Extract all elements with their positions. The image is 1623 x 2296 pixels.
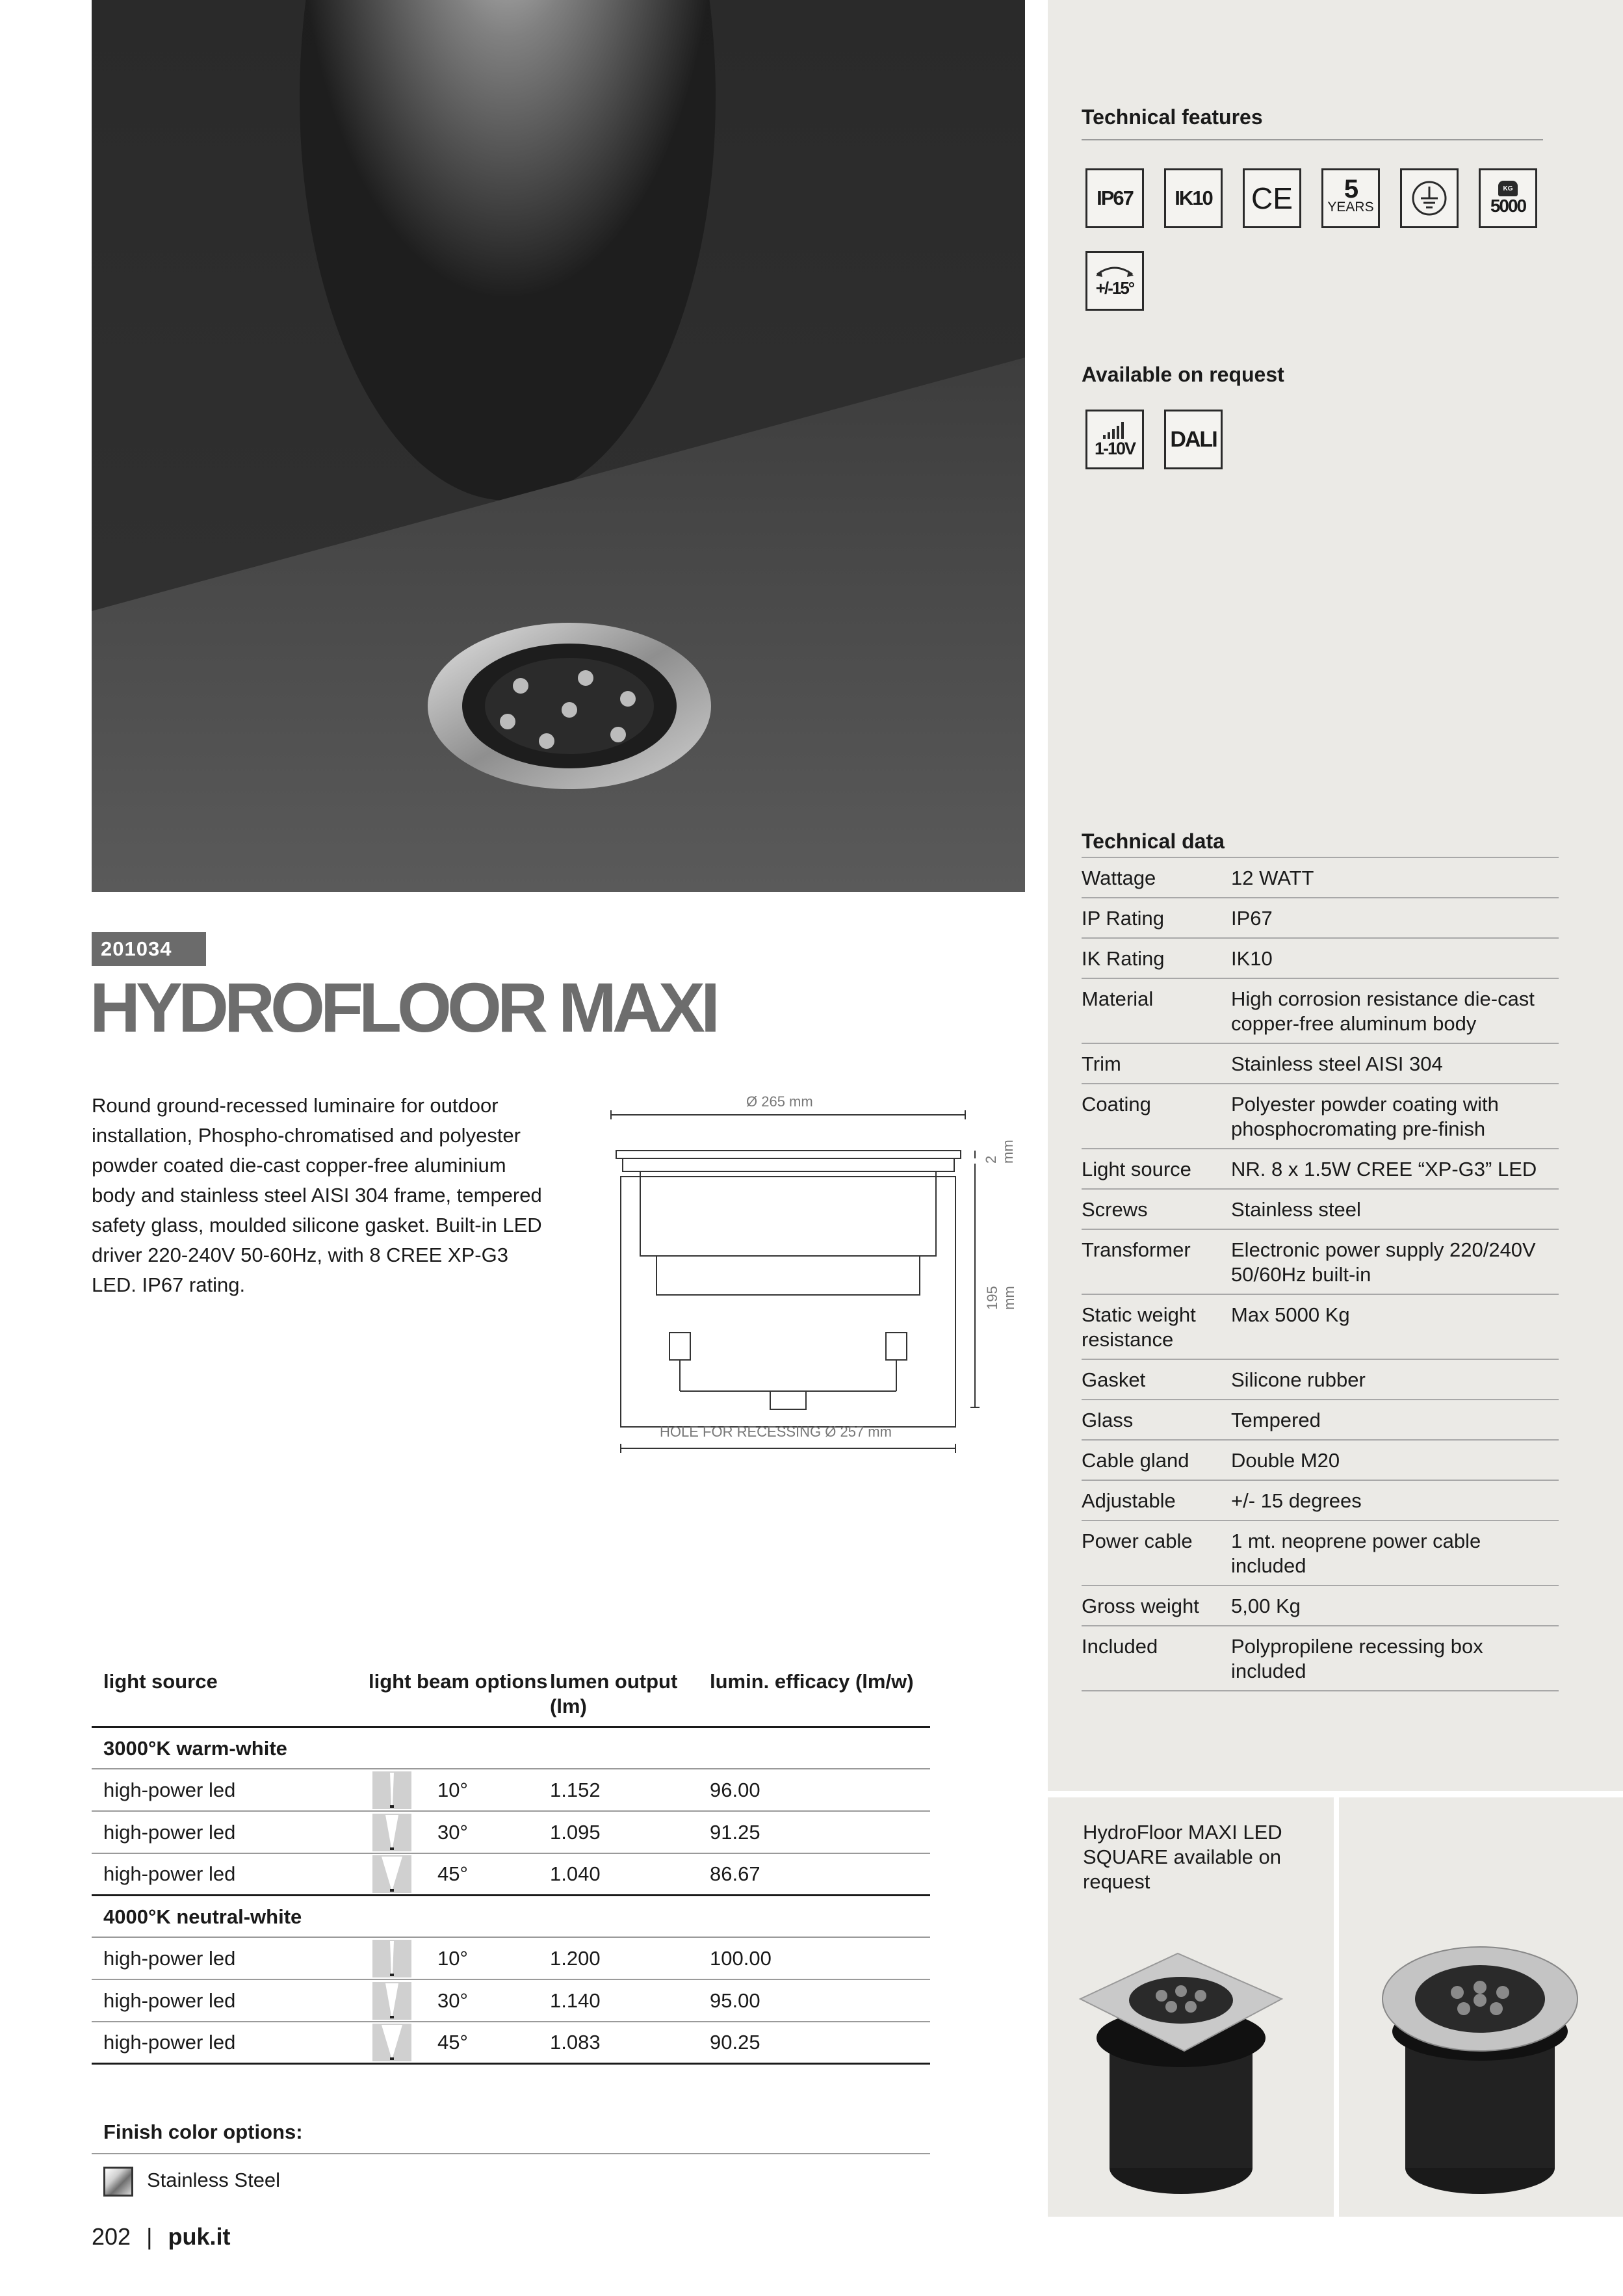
header-efficacy: lumin. efficacy (lm/w) [710, 1670, 914, 1693]
finish-title: Finish color options: [103, 2120, 303, 2143]
header-beam: light beam options [369, 1670, 548, 1693]
product-code: 201034 [92, 932, 206, 966]
header-light-source: light source [103, 1670, 218, 1693]
dimension-drawing [604, 1092, 1017, 1456]
tech-data-value: High corrosion resistance die-cast copper-free aluminum body [1231, 987, 1535, 1035]
cell-lumen: 1.152 [550, 1778, 601, 1801]
tech-data-value: +/- 15 degrees [1231, 1489, 1362, 1512]
ik10-icon: IK10 [1164, 168, 1223, 228]
cell-efficacy: 95.00 [710, 1989, 760, 2012]
footer-site: puk.it [168, 2223, 231, 2250]
cell-source: high-power led [103, 2031, 236, 2054]
beam-angle-icon [372, 1855, 411, 1893]
dimming-icon: 1-10V [1085, 410, 1144, 469]
tech-data-row [1082, 1586, 1559, 1626]
tech-data-value: Tempered [1231, 1409, 1321, 1431]
product-title: HYDROFLOOR MAXI [90, 968, 716, 1047]
light-options-table [92, 1669, 930, 2065]
cell-source: high-power led [103, 1946, 236, 1970]
cell-efficacy: 90.25 [710, 2031, 760, 2054]
tech-data-row [1082, 1295, 1559, 1360]
tech-data-value: 12 WATT [1231, 867, 1314, 889]
tech-data-key: Adjustable [1082, 1489, 1176, 1512]
weight-icon: KG 5000 [1479, 168, 1537, 228]
cell-lumen: 1.095 [550, 1820, 601, 1844]
tech-data-value: 1 mt. neoprene power cable included [1231, 1530, 1481, 1577]
cell-beam [369, 1771, 550, 1809]
tech-data-row [1082, 939, 1559, 979]
finish-option-label: Stainless Steel [147, 2169, 281, 2191]
divider [92, 2153, 930, 2154]
tech-features-title: Technical features [1082, 105, 1263, 129]
cell-source: high-power led [103, 1989, 236, 2012]
tech-data-key: Glass [1082, 1409, 1134, 1431]
tech-data-key: Gross weight [1082, 1595, 1199, 1617]
tech-data-value: Electronic power supply 220/240V 50/60Hz built-in [1231, 1238, 1536, 1286]
tech-data-key: Included [1082, 1635, 1158, 1658]
diameter-label: Ø 265 mm [746, 1093, 813, 1110]
tech-data-row [1082, 979, 1559, 1044]
hole-label: HOLE FOR RECESSING Ø 257 mm [660, 1424, 892, 1440]
tech-data-key: Light source [1082, 1158, 1191, 1181]
ce-mark-icon: CE [1243, 168, 1301, 228]
tech-data-value: 5,00 Kg [1231, 1595, 1301, 1617]
tech-data-value: IK10 [1231, 947, 1273, 970]
warranty-icon: 5 YEARS [1321, 168, 1380, 228]
tech-data-row [1082, 1149, 1559, 1190]
depth-label: 195 mm [984, 1286, 1017, 1310]
tech-data-key: IP Rating [1082, 907, 1164, 930]
tech-data-row [1082, 1521, 1559, 1586]
cell-source: high-power led [103, 1820, 236, 1844]
technical-data-title: Technical data [1082, 829, 1225, 853]
beam-angle-icon [372, 1814, 411, 1851]
tech-data-row [1082, 1360, 1559, 1400]
tech-data-value: IP67 [1231, 907, 1273, 930]
tech-data-row [1082, 1626, 1559, 1691]
variant-note: HydroFloor MAXI LED SQUARE available on request [1083, 1821, 1282, 1893]
tech-data-key: Power cable [1082, 1530, 1193, 1552]
product-description: Round ground-recessed luminaire for outdoor installation, Phospho-chromatised and polyester powder coated die-cast copper-free aluminium body and stainless steel AISI 304 frame, tempered safety glass, moulded silicone gasket. Built-in LED driver 220-240V 50-60Hz, with 8 CREE XP-G3 LED. IP67 rating. [92, 1094, 542, 1296]
square-variant-image [1067, 1927, 1295, 2200]
ground-icon [1400, 168, 1459, 228]
technical-data-table [1082, 826, 1559, 1691]
tech-data-row [1082, 1400, 1559, 1441]
tech-data-key: Wattage [1082, 867, 1156, 889]
divider [1082, 139, 1543, 140]
tech-data-key: Trim [1082, 1052, 1121, 1075]
tech-data-key: Screws [1082, 1198, 1148, 1221]
tilt-icon: +/-15° [1085, 251, 1144, 311]
tech-data-value: Polyester powder coating with phosphocromating pre-finish [1231, 1093, 1499, 1140]
beam-angle: 45° [437, 1862, 468, 1885]
table-row [92, 1854, 930, 1896]
stainless-steel-swatch [103, 2167, 133, 2197]
cell-lumen: 1.140 [550, 1989, 601, 2012]
tech-data-row [1082, 1230, 1559, 1295]
table-row [92, 1938, 930, 1980]
cell-beam [369, 1855, 550, 1893]
tech-data-value: NR. 8 x 1.5W CREE “XP-G3” LED [1231, 1158, 1537, 1181]
cell-lumen: 1.040 [550, 1862, 601, 1885]
tech-data-value: Double M20 [1231, 1449, 1340, 1472]
group-heading: 3000°K warm-white [92, 1728, 930, 1769]
beam-angle: 30° [437, 1820, 468, 1844]
dali-icon: DALI [1164, 410, 1223, 469]
cell-efficacy: 91.25 [710, 1820, 760, 1844]
tech-data-value: Max 5000 Kg [1231, 1303, 1350, 1326]
footer-separator: | [146, 2223, 153, 2250]
beam-angle: 45° [437, 2031, 468, 2054]
tech-data-row [1082, 1190, 1559, 1230]
cell-lumen: 1.200 [550, 1946, 601, 1970]
table-row [92, 2022, 930, 2065]
beam-angle-icon [372, 1771, 411, 1809]
tech-data-value: Silicone rubber [1231, 1368, 1366, 1391]
cell-beam [369, 1982, 550, 2020]
tech-data-row [1082, 1441, 1559, 1481]
tech-data-value: Polypropilene recessing box included [1231, 1635, 1483, 1682]
round-variant-image [1366, 1927, 1594, 2200]
page-footer [92, 2223, 230, 2250]
tech-data-row [1082, 898, 1559, 939]
tech-data-key: Material [1082, 987, 1154, 1010]
beam-angle-icon [372, 1982, 411, 2020]
tech-data-value: Stainless steel AISI 304 [1231, 1052, 1443, 1075]
available-title: Available on request [1082, 363, 1284, 386]
cell-efficacy: 86.67 [710, 1862, 760, 1885]
tech-data-row [1082, 858, 1559, 898]
table-row [92, 1812, 930, 1854]
beam-angle: 30° [437, 1989, 468, 2012]
lip-height-label: 2 mm [983, 1140, 1016, 1164]
cell-efficacy: 100.00 [710, 1946, 772, 1970]
tech-data-row [1082, 1084, 1559, 1149]
header-lumen: lumen output (lm) [550, 1670, 678, 1717]
table-row [92, 1769, 930, 1812]
cell-source: high-power led [103, 1778, 236, 1801]
cell-source: high-power led [103, 1862, 236, 1885]
cell-efficacy: 96.00 [710, 1778, 760, 1801]
beam-angle-icon [372, 2024, 411, 2061]
tech-data-value: Stainless steel [1231, 1198, 1361, 1221]
beam-angle-icon [372, 1940, 411, 1977]
cell-lumen: 1.083 [550, 2031, 601, 2054]
hero-photo [92, 0, 1025, 892]
tech-data-key: Coating [1082, 1093, 1151, 1115]
table-row [92, 1980, 930, 2022]
tech-data-key: Cable gland [1082, 1449, 1189, 1472]
tech-data-row [1082, 1481, 1559, 1521]
tech-data-key: Gasket [1082, 1368, 1146, 1391]
cell-beam [369, 2024, 550, 2061]
ip67-icon: IP67 [1085, 168, 1144, 228]
tech-data-row [1082, 1044, 1559, 1084]
tech-data-key: Transformer [1082, 1238, 1191, 1261]
group-heading: 4000°K neutral-white [92, 1896, 930, 1938]
beam-angle: 10° [437, 1778, 468, 1801]
beam-angle: 10° [437, 1946, 468, 1970]
page-number: 202 [92, 2223, 131, 2250]
table-header [92, 1669, 930, 1728]
tech-data-key: Static weight resistance [1082, 1303, 1196, 1351]
cell-beam [369, 1814, 550, 1851]
tech-data-key: IK Rating [1082, 947, 1165, 970]
cell-beam [369, 1940, 550, 1977]
